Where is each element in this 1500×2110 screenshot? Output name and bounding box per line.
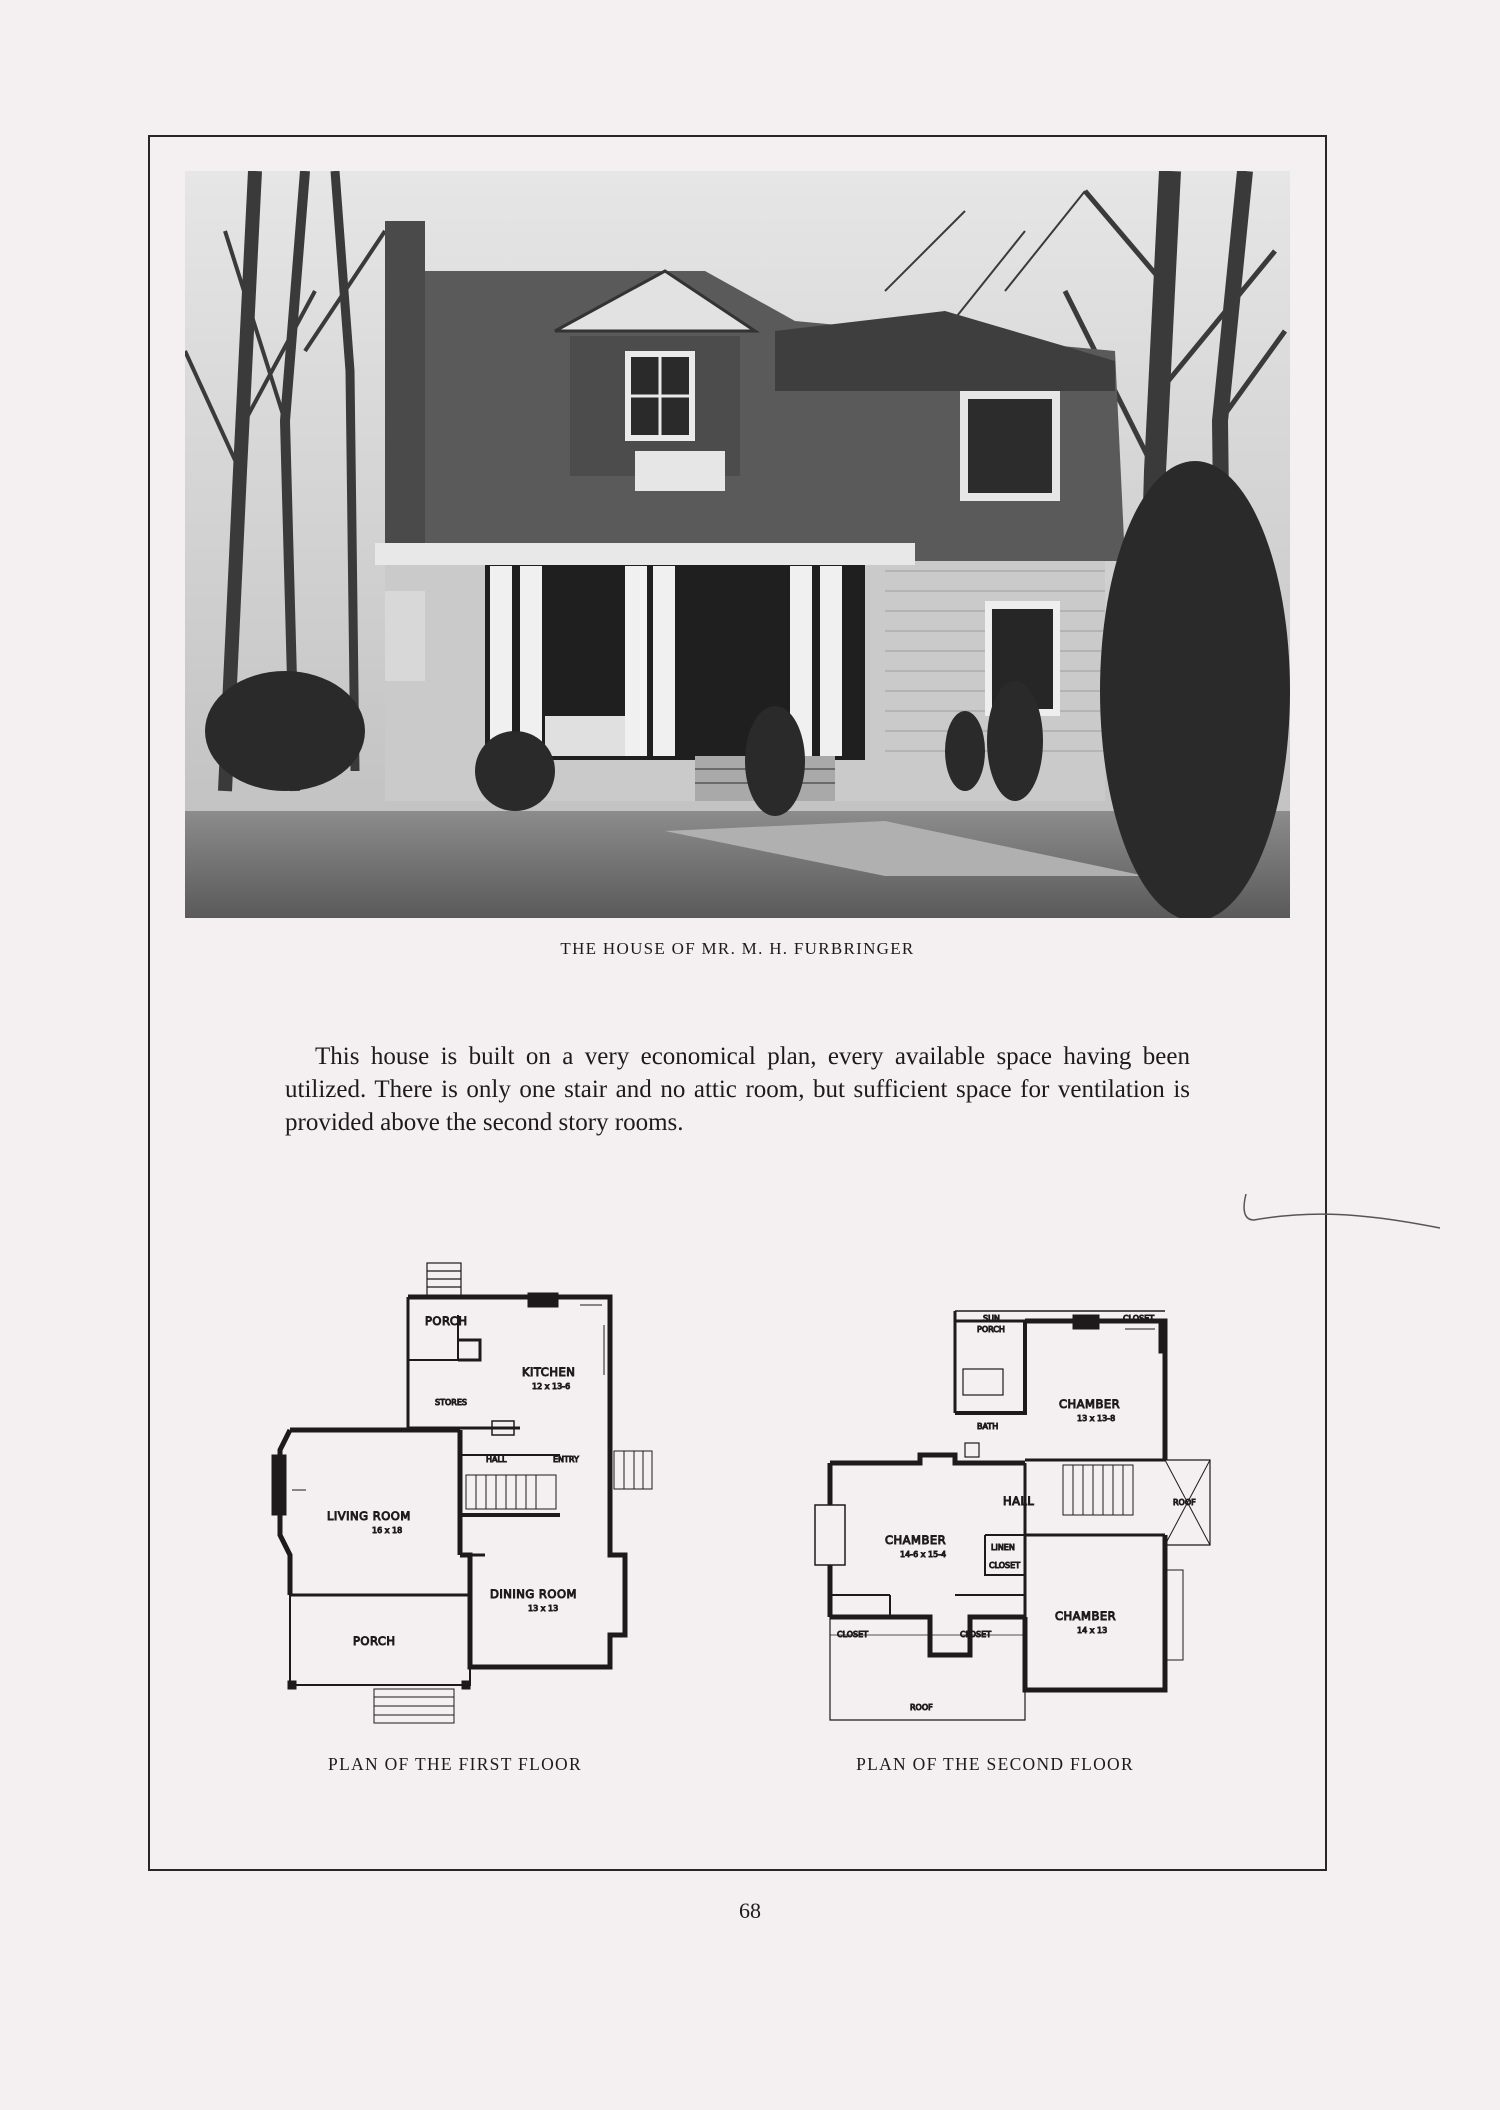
room-label-closet-r: CLOSET <box>960 1630 992 1639</box>
room-label-living-room: LIVING ROOM <box>327 1509 411 1523</box>
room-dim-chamber-se: 14 x 13 <box>1077 1626 1108 1635</box>
room-label-kitchen: KITCHEN <box>522 1365 576 1379</box>
room-dim-dining-room: 13 x 13 <box>528 1604 559 1613</box>
room-label-chamber-se: CHAMBER <box>1055 1609 1117 1623</box>
first-floor-caption: PLAN OF THE FIRST FLOOR <box>328 1754 582 1774</box>
room-label-hall-2: HALL <box>1003 1494 1035 1508</box>
house-photograph <box>185 171 1290 918</box>
room-dim-kitchen: 12 x 13-6 <box>532 1382 571 1391</box>
description-text <box>285 1040 1190 1139</box>
room-label-linen: LINEN <box>991 1543 1015 1552</box>
room-dim-living-room: 16 x 18 <box>372 1526 403 1535</box>
room-dim-chamber-ne: 13 x 13-8 <box>1077 1414 1116 1423</box>
room-label-entry: ENTRY <box>553 1455 579 1464</box>
room-label-roof-right: ROOF <box>1173 1498 1196 1507</box>
second-floor-caption: PLAN OF THE SECOND FLOOR <box>856 1754 1134 1774</box>
room-label-stores: STORES <box>435 1398 467 1407</box>
room-label-porch-rear: PORCH <box>425 1314 468 1328</box>
room-label-chamber-w: CHAMBER <box>885 1533 947 1547</box>
room-label-sun-porch-1: SUN <box>983 1314 1000 1323</box>
room-label-porch-front: PORCH <box>353 1634 396 1648</box>
room-dim-chamber-w: 14-6 x 15-4 <box>900 1550 947 1559</box>
room-label-roof-bottom: ROOF <box>910 1703 933 1712</box>
page-number: 68 <box>739 1898 761 1923</box>
room-label-dining-room: DINING ROOM <box>490 1587 577 1601</box>
second-floor-plan <box>815 1305 1215 1730</box>
description-paragraph: This house is built on a very economical plan, every available space having been utilized. There is only one stair and no attic room, but sufficient space for ventilation is provided above the second story rooms. <box>285 1043 1190 1136</box>
photo-caption: THE HOUSE OF MR. M. H. FURBRINGER <box>560 939 915 958</box>
room-label-closet-mid: CLOSET <box>989 1561 1021 1570</box>
room-label-bath: BATH <box>977 1422 999 1431</box>
pencil-mark <box>1240 1190 1460 1255</box>
room-label-closet-top: CLOSET <box>1123 1314 1155 1323</box>
room-label-sun-porch-2: PORCH <box>977 1325 1005 1334</box>
room-label-closet-l: CLOSET <box>837 1630 869 1639</box>
room-label-hall: HALL <box>486 1455 507 1464</box>
room-label-chamber-ne: CHAMBER <box>1059 1397 1121 1411</box>
first-floor-plan <box>270 1255 670 1730</box>
